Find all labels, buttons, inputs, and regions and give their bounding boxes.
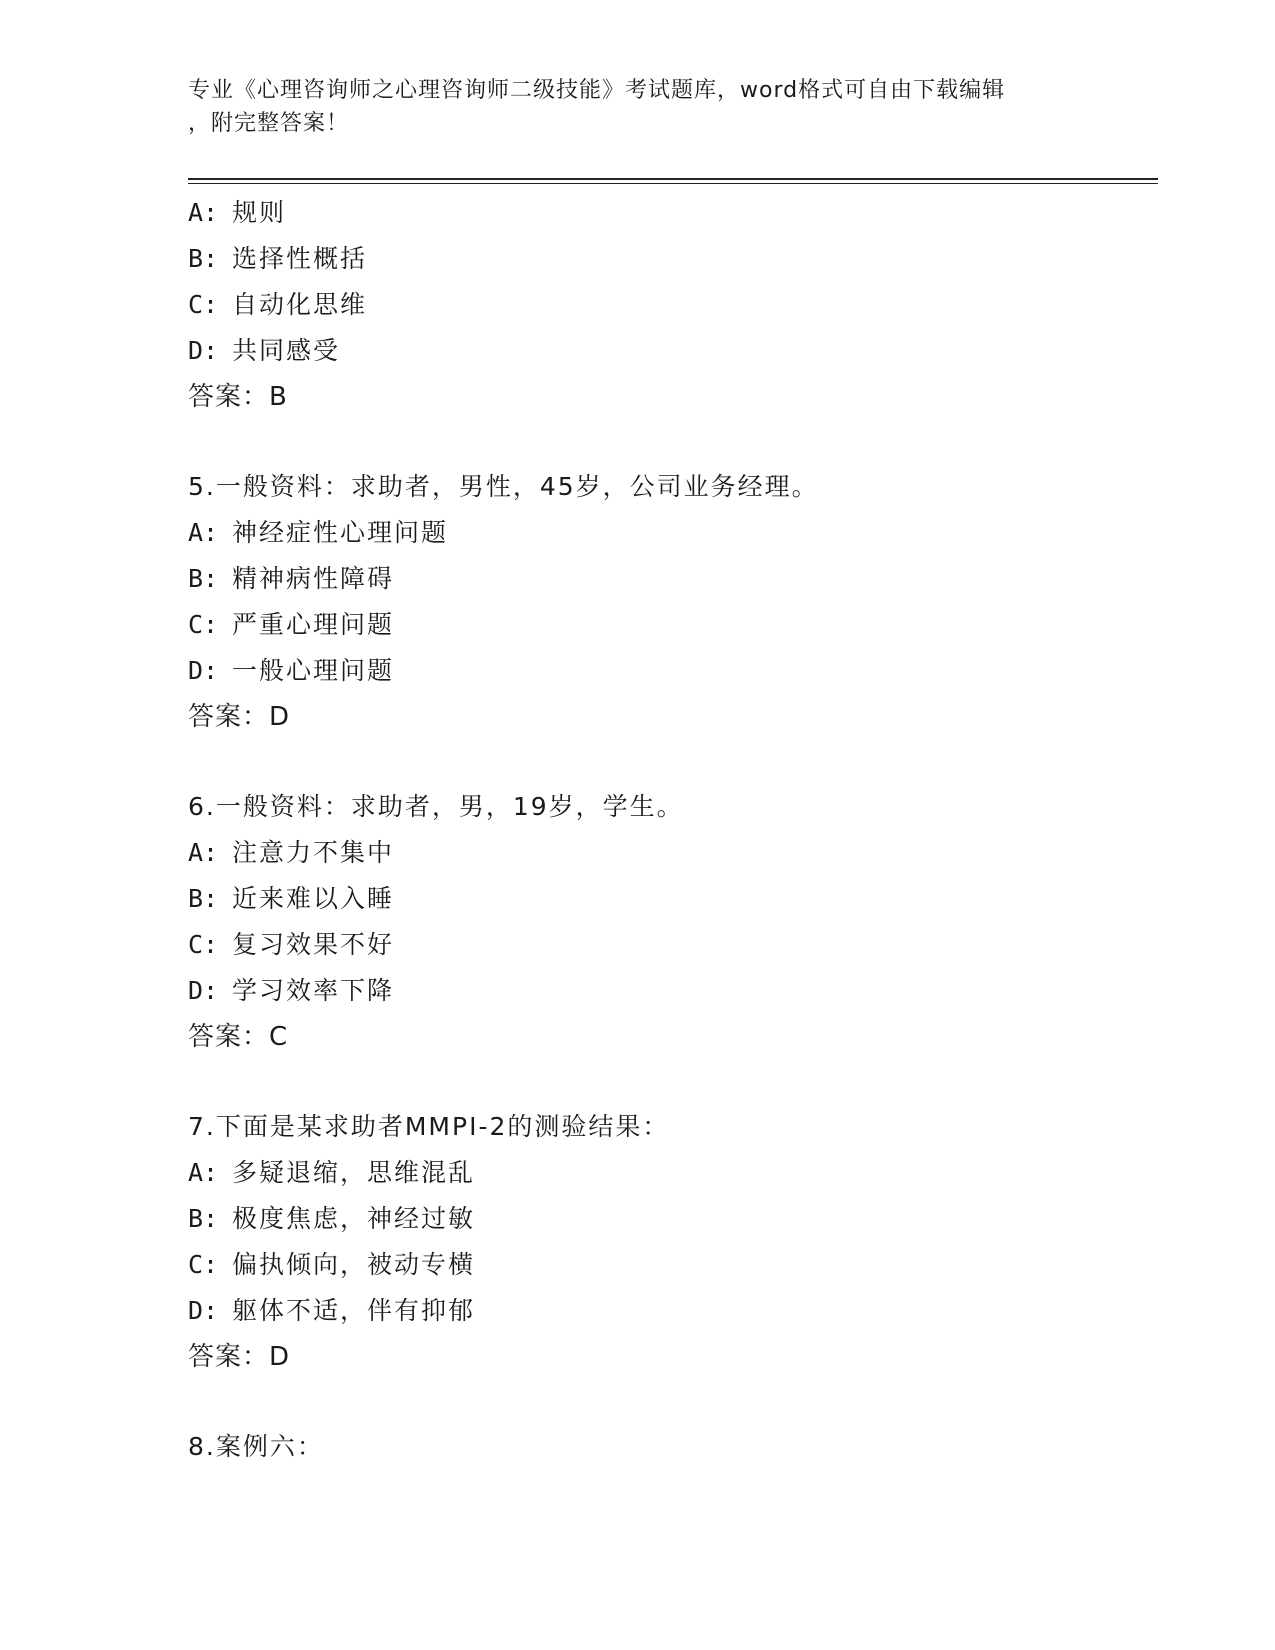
option-text: 一般心理问题 <box>232 656 395 685</box>
option-text: 精神病性障碍 <box>232 564 395 593</box>
option-a <box>188 1150 1158 1196</box>
spacer <box>188 1380 1158 1424</box>
option-text: 注意力不集中 <box>232 838 395 867</box>
option-letter: C: <box>188 610 219 639</box>
answer-line: 答案：D <box>188 702 291 732</box>
question-block <box>188 1424 1158 1470</box>
spacer <box>188 420 1158 464</box>
option-letter: D: <box>188 976 219 1005</box>
option-letter: A: <box>188 838 219 867</box>
header-divider-thin <box>188 183 1158 184</box>
header-line-1: 专业《心理咨询师之心理咨询师二级技能》考试题库，word格式可自由下载编辑 <box>188 78 1006 103</box>
option-a <box>188 830 1158 876</box>
option-text: 严重心理问题 <box>232 610 395 639</box>
option-text: 极度焦虑，神经过敏 <box>232 1204 476 1233</box>
option-c <box>188 602 1158 648</box>
question-block <box>188 1104 1158 1380</box>
option-letter: B: <box>188 244 219 273</box>
header-line-2: ，附完整答案！ <box>188 111 350 136</box>
answer-line: 答案：B <box>188 382 288 412</box>
option-d <box>188 648 1158 694</box>
option-letter: A: <box>188 1158 219 1187</box>
option-b <box>188 1196 1158 1242</box>
answer-line: 答案：C <box>188 1022 289 1052</box>
option-text: 神经症性心理问题 <box>232 518 449 547</box>
answer-line: 答案：D <box>188 1342 291 1372</box>
option-letter: D: <box>188 336 219 365</box>
question-list <box>188 190 1158 1470</box>
option-letter: D: <box>188 1296 219 1325</box>
option-c <box>188 1242 1158 1288</box>
question-title: 5.一般资料：求助者，男性，45岁，公司业务经理。 <box>188 472 819 501</box>
option-text: 学习效率下降 <box>232 976 395 1005</box>
option-a <box>188 190 1158 236</box>
option-text: 规则 <box>232 198 287 227</box>
option-letter: B: <box>188 1204 219 1233</box>
option-letter: A: <box>188 518 219 547</box>
header-divider-thick <box>188 178 1158 180</box>
option-d <box>188 328 1158 374</box>
option-text: 自动化思维 <box>232 290 368 319</box>
option-letter: C: <box>188 930 219 959</box>
option-d <box>188 968 1158 1014</box>
document-header <box>188 74 1088 140</box>
question-title: 7.下面是某求助者MMPI-2的测验结果： <box>188 1112 670 1141</box>
option-text: 偏执倾向，被动专横 <box>232 1250 476 1279</box>
option-text: 多疑退缩，思维混乱 <box>232 1158 476 1187</box>
option-text: 选择性概括 <box>232 244 368 273</box>
question-title: 8.案例六： <box>188 1432 324 1461</box>
option-text: 共同感受 <box>232 336 341 365</box>
option-b <box>188 236 1158 282</box>
option-letter: C: <box>188 290 219 319</box>
option-letter: B: <box>188 564 219 593</box>
question-block <box>188 190 1158 420</box>
option-letter: B: <box>188 884 219 913</box>
option-c <box>188 922 1158 968</box>
option-c <box>188 282 1158 328</box>
option-text: 近来难以入睡 <box>232 884 395 913</box>
spacer <box>188 1060 1158 1104</box>
option-a <box>188 510 1158 556</box>
option-b <box>188 556 1158 602</box>
question-title: 6.一般资料：求助者，男，19岁，学生。 <box>188 792 684 821</box>
question-block <box>188 464 1158 740</box>
spacer <box>188 740 1158 784</box>
option-letter: A: <box>188 198 219 227</box>
option-d <box>188 1288 1158 1334</box>
option-letter: D: <box>188 656 219 685</box>
option-text: 躯体不适，伴有抑郁 <box>232 1296 476 1325</box>
question-block <box>188 784 1158 1060</box>
option-b <box>188 876 1158 922</box>
option-letter: C: <box>188 1250 219 1279</box>
option-text: 复习效果不好 <box>232 930 395 959</box>
